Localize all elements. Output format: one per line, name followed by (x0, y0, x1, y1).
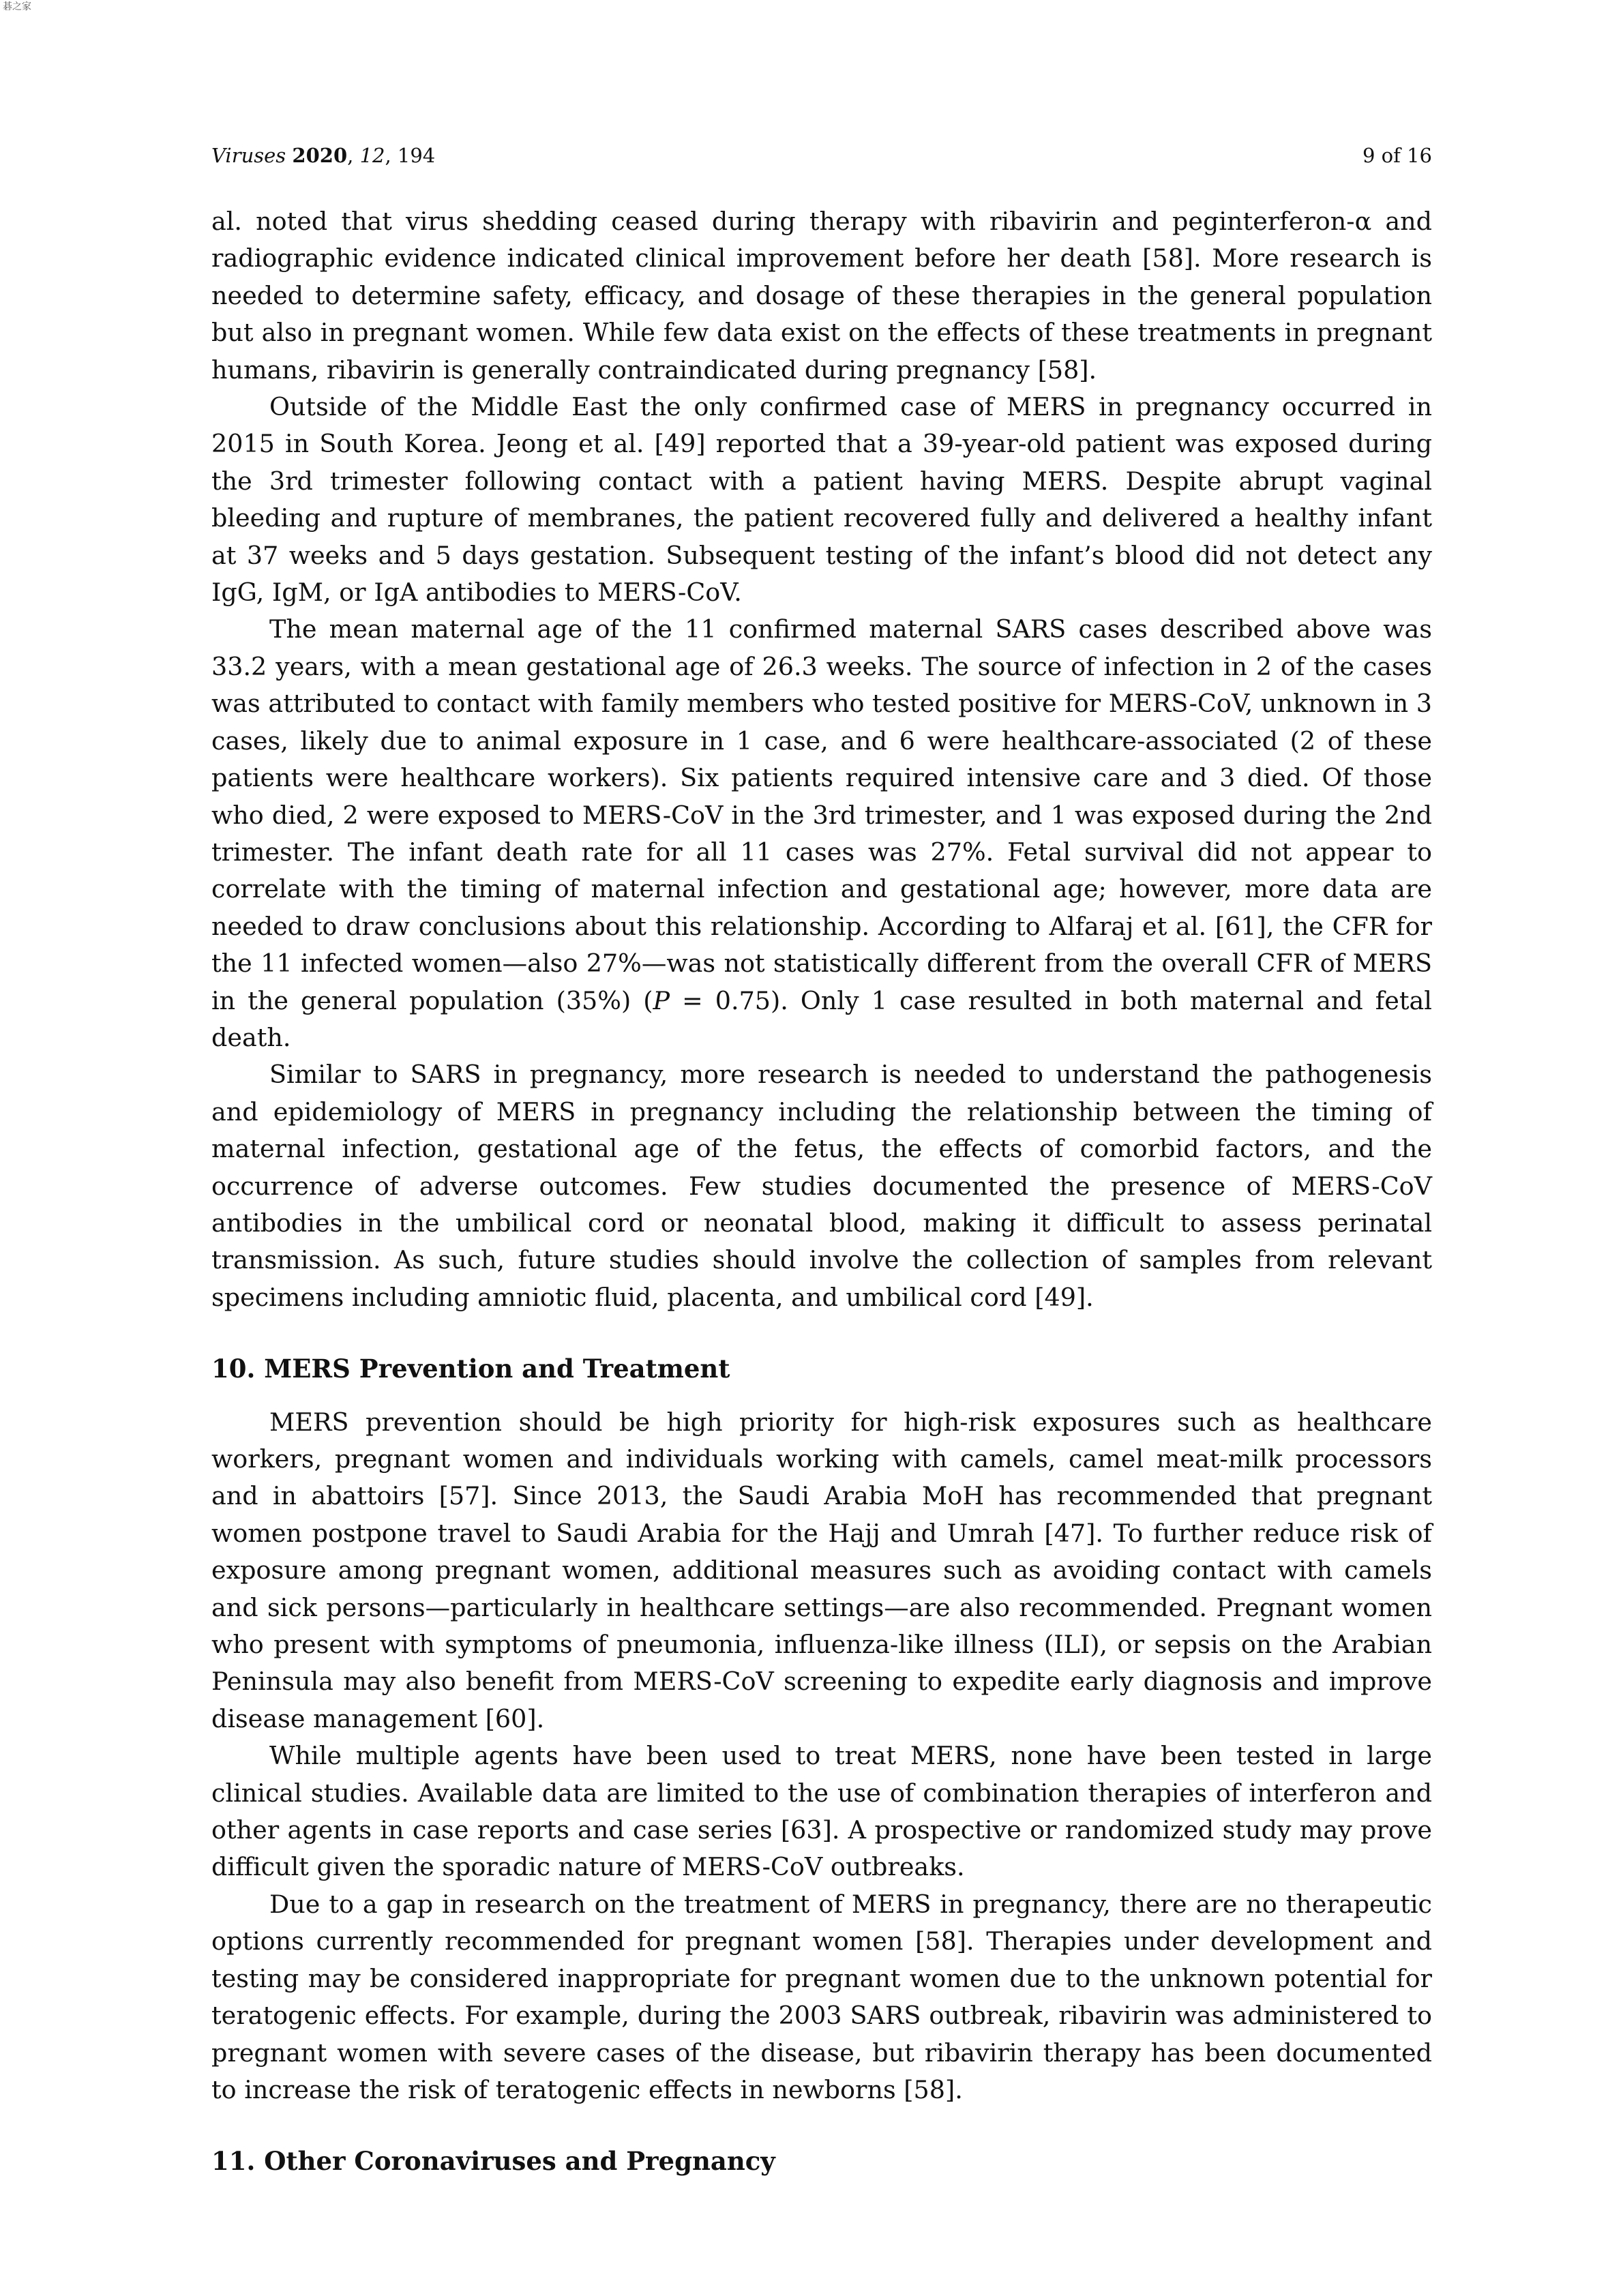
paragraph-pregnancy-therapeutics: Due to a gap in research on the treatment of MERS in pregnancy, there are no therapeutic options currently recommended for pregnant women [58]. Therapies under development and testing may be considered inappropriate for pregnant women due to the unknown potential for teratogenic effects. For example, during the 2003 SARS outbreak, ribavirin was administered to pregnant women with severe cases of the disease, but ribavirin therapy has been documented to increase the risk of teratogenic effects in newborns [58]. (211, 1889, 1432, 2104)
journal-volume: 12 (359, 144, 385, 167)
paragraph-treatment-agents: While multiple agents have been used to treat MERS, none have been tested in large clinical studies. Available data are limited to the use of combination therapies of interferon and other agents in case reports and case series [63]. A prospective or randomized study may prove difficult given the sporadic nature of MERS-CoV outbreaks. (211, 1741, 1432, 1882)
paragraph-south-korea-case: Outside of the Middle East the only confirmed case of MERS in pregnancy occurred in 2015 in South Korea. Jeong et al. [49] reported that a 39-year-old patient was exposed during the 3rd trimester following contact with a patient having MERS. Despite abrupt vaginal bleeding and rupture of membranes, the patient recovered fully and delivered a healthy infant at 37 weeks and 5 days gestation. Subsequent testing of the infant’s blood did not detect any IgG, IgM, or IgA antibodies to MERS-CoV. (211, 392, 1432, 608)
section-heading-mers-prevention: 10. MERS Prevention and Treatment (211, 1354, 730, 1384)
page-number: 9 of 16 (1363, 144, 1432, 167)
journal-citation: Viruses 2020, 12, 194 (211, 144, 436, 167)
running-header (211, 142, 1432, 169)
section-heading-other-coronaviruses: 11. Other Coronaviruses and Pregnancy (211, 2146, 775, 2177)
paragraph-text-part: = 0.75). Only 1 case resulted in both maternal and fetal death. (211, 985, 1432, 1052)
paragraph-text-part: The mean maternal age of the 11 confirmed maternal SARS cases described above was 33.2 years, with a mean gestational age of 26.3 weeks. The source of infection in 2 of the cases was attributed to contact with family members who tested positive for MERS-CoV, unknown in 3 cases, likely due to animal exposure in 1 case, and 6 were healthcare-associated (2 of these patients were healthcare workers). Six patients required intensive care and 3 died. Of those who died, 2 were exposed to MERS-CoV in the 3rd trimester, and 1 was exposed during the 2nd trimester. The infant death rate for all 11 cases was 27%. Fetal survival did not appear to correlate with the timing of maternal infection and gestational age; however, more data are needed to draw conclusions about this relationship. According to Alfaraj et al. [61], the CFR for the 11 infected women—also 27%—was not statistically different from the overall CFR of MERS in the general population (35%) ( (211, 614, 1432, 1015)
paragraph-continuation: al. noted that virus shedding ceased during therapy with ribavirin and peginterferon-α and radiographic evidence indicated clinical improvement before her death [58]. More research is needed to determine safety, efficacy, and dosage of these therapies in the general population but also in pregnant women. While few data exist on the effects of these treatments in pregnant humans, ribavirin is generally contraindicated during pregnancy [58]. (211, 207, 1432, 385)
article-body (211, 203, 1432, 2180)
corner-watermark: 碁之家 (3, 1, 31, 12)
article-number: 194 (397, 144, 436, 167)
paragraph-research-needs: Similar to SARS in pregnancy, more research is needed to understand the pathogenesis and epidemiology of MERS in pregnancy including the relationship between the timing of maternal infection, gestational age of the fetus, the effects of comorbid factors, and the occurrence of adverse outcomes. Few studies documented the presence of MERS-CoV antibodies in the umbilical cord or neonatal blood, making it difficult to assess perinatal transmission. As such, future studies should involve the collection of samples from relevant specimens including amniotic fluid, placenta, and umbilical cord [49]. (211, 1060, 1432, 1312)
paragraph-maternal-cases-summary (211, 611, 1432, 1056)
journal-name: Viruses (211, 144, 286, 167)
p-value-symbol: P (653, 985, 670, 1015)
paragraph-prevention: MERS prevention should be high priority for high-risk exposures such as healthcare workers, pregnant women and individuals working with camels, camel meat-milk processors and in abattoirs [57]. Since 2013, the Saudi Arabia MoH has recommended that pregnant women postpone travel to Saudi Arabia for the Hajj and Umrah [47]. To further reduce risk of exposure among pregnant women, additional measures such as avoiding contact with camels and sick persons—particularly in healthcare settings—are also recommended. Pregnant women who present with symptoms of pneumonia, influenza-like illness (ILI), or sepsis on the Arabian Peninsula may also benefit from MERS-CoV screening to expedite early diagnosis and improve disease management [60]. (211, 1407, 1432, 1733)
journal-year: 2020 (292, 144, 348, 167)
